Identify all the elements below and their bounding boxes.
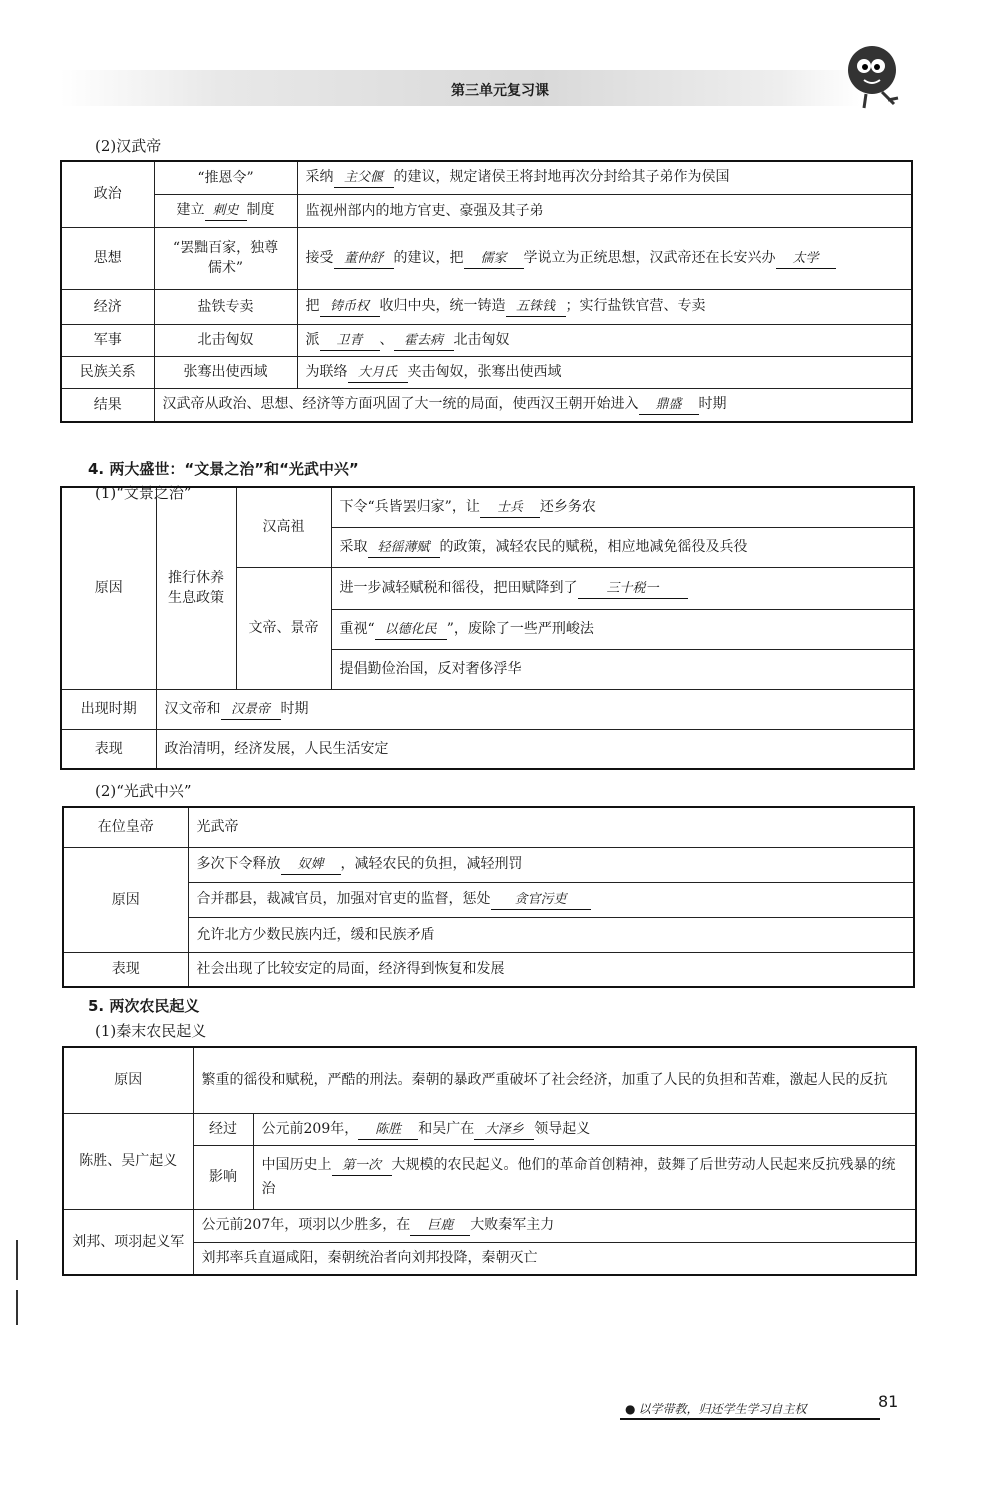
answer-blank: 五铢钱	[506, 298, 566, 317]
jieguo-desc: 汉武帝从政治、思想、经济等方面巩固了大一统的局面，使西汉王朝开始进入 鼎盛 时期	[154, 388, 912, 422]
wenjing-table	[60, 486, 915, 770]
zaiwei-label: 在位皇帝	[63, 807, 188, 847]
footer-rule	[620, 1418, 880, 1420]
answer-blank: 奴婢	[281, 856, 341, 875]
answer-blank: 大月氏	[348, 364, 408, 383]
cishi-policy: 建立 刺史 制度	[154, 194, 297, 227]
answer-blank: 巨鹿	[410, 1217, 470, 1236]
jingji-desc: 把 铸币权 收归中央，统一铸造 五铢钱 ；实行盐铁官营、专卖	[297, 289, 912, 324]
answer-blank: 卫青	[320, 332, 380, 351]
wenjing-biaoxian-desc: 政治清明，经济发展，人民生活安定	[156, 729, 914, 769]
qinmo-table	[62, 1046, 917, 1276]
wenjing-yuanyin-label: 原因	[61, 487, 156, 689]
gaozu-label: 汉高祖	[236, 487, 331, 567]
wenjing-reason-3: 进一步减轻赋税和徭役，把田赋降到了 三十税一	[331, 567, 914, 609]
section5-heading: 5. 两次农民起义	[88, 997, 200, 1015]
answer-blank: 轻徭薄赋	[368, 539, 440, 558]
guangwu-biaoxian-desc: 社会出现了比较安定的局面，经济得到恢复和发展	[188, 952, 914, 987]
minzu-desc: 为联络 大月氏 夹击匈奴，张骞出使西域	[297, 356, 912, 388]
yingxiang-desc: 中国历史上 第一次 大规模的农民起义。他们的革命首创精神，鼓舞了后世劳动人民起来反抗残暴的统治	[253, 1145, 916, 1209]
answer-blank: 陈胜	[358, 1121, 418, 1140]
zhengzhi-label: 政治	[61, 161, 154, 227]
wenjing-heading: (1)“文景之治”	[95, 484, 192, 502]
wudi-table	[60, 160, 913, 423]
answer-blank: 贪官污吏	[491, 891, 591, 910]
cishi-desc: 监视州部内的地方官吏、豪强及其子弟	[297, 194, 912, 227]
yingxiang-label: 影响	[193, 1145, 253, 1209]
jingguo-label: 经过	[193, 1113, 253, 1145]
guangwu-heading: (2)“光武中兴”	[95, 782, 192, 800]
answer-blank: 以德化民	[375, 621, 447, 640]
answer-blank: 主父偃	[334, 169, 394, 188]
guangwu-reason-2: 合并郡县，裁减官员，加强对官吏的监督，惩处 贪官污吏	[188, 882, 914, 917]
footer-motto: ● 以学带教，归还学生学习自主权	[625, 1400, 807, 1417]
answer-blank: 汉景帝	[221, 701, 281, 720]
wenjing-reason-2: 采取 轻徭薄赋 的政策，减轻农民的赋税，相应地减免徭役及兵役	[331, 527, 914, 567]
guangwu-reason-1: 多次下令释放 奴婢 ，减轻农民的负担，减轻刑罚	[188, 847, 914, 882]
sixiang-desc: 接受 董仲舒 的建议，把 儒家 学说立为正统思想，汉武帝还在长安兴办 太学	[297, 227, 912, 289]
wenjing-reason-4: 重视“ 以德化民 ”，废除了一些严刑峻法	[331, 609, 914, 649]
jingji-policy: 盐铁专卖	[154, 289, 297, 324]
wenjing-reason-1: 下令“兵皆罢归家”，让 士兵 还乡务农	[331, 487, 914, 527]
answer-blank: 董仲舒	[334, 250, 394, 269]
shiqi-label: 出现时期	[61, 689, 156, 729]
chensheng-label: 陈胜、吴广起义	[63, 1113, 193, 1209]
section4-heading: 4. 两大盛世：“文景之治”和“光武中兴”	[88, 460, 359, 478]
liuxiang-desc-2: 刘邦率兵直逼咸阳，秦朝统治者向刘邦投降，秦朝灭亡	[193, 1242, 916, 1275]
guangwu-table	[62, 806, 915, 988]
junshi-desc: 派 卫青 、 霍去病 北击匈奴	[297, 324, 912, 356]
guangwu-yuanyin-label: 原因	[63, 847, 188, 952]
shiqi-desc: 汉文帝和 汉景帝 时期	[156, 689, 914, 729]
mascot-icon	[842, 42, 906, 112]
wenjing-biaoxian-label: 表现	[61, 729, 156, 769]
jieguo-label: 结果	[61, 388, 154, 422]
minzu-policy: 张骞出使西域	[154, 356, 297, 388]
answer-blank: 太学	[776, 250, 836, 269]
answer-blank: 大泽乡	[474, 1121, 534, 1140]
page-header-title: 第三单元复习课	[451, 83, 549, 99]
wenjingdi-label: 文帝、景帝	[236, 567, 331, 689]
junshi-policy: 北击匈奴	[154, 324, 297, 356]
jingguo-desc: 公元前209年， 陈胜 和吴广在 大泽乡 领导起义	[253, 1113, 916, 1145]
xiuyang-label: 推行休养生息政策	[156, 487, 236, 689]
answer-blank: 第一次	[332, 1157, 392, 1176]
margin-mark	[16, 1290, 18, 1325]
margin-mark	[16, 1240, 18, 1280]
page-number: 81	[878, 1392, 899, 1411]
junshi-label: 军事	[61, 324, 154, 356]
zaiwei-desc: 光武帝	[188, 807, 914, 847]
tuien-desc: 采纳 主父偃 的建议，规定诸侯王将封地再次分封给其子弟作为侯国	[297, 161, 912, 194]
answer-blank: 刺史	[205, 202, 247, 221]
answer-blank: 铸币权	[320, 298, 380, 317]
liuxiang-desc-1: 公元前207年，项羽以少胜多，在 巨鹿 大败秦军主力	[193, 1209, 916, 1242]
qinmo-yuanyin-label: 原因	[63, 1047, 193, 1113]
guangwu-biaoxian-label: 表现	[63, 952, 188, 987]
minzu-label: 民族关系	[61, 356, 154, 388]
sixiang-policy: “罢黜百家，独尊儒术”	[154, 227, 297, 289]
answer-blank: 士兵	[480, 499, 540, 518]
answer-blank: 儒家	[464, 250, 524, 269]
qinmo-yuanyin-desc: 繁重的徭役和赋税，严酷的刑法。秦朝的暴政严重破坏了社会经济，加重了人民的负担和苦难，激起人民的反抗	[193, 1047, 916, 1113]
tuien-policy: “推恩令”	[154, 161, 297, 194]
guangwu-reason-3: 允许北方少数民族内迁，缓和民族矛盾	[188, 917, 914, 952]
wudi-heading: (2)汉武帝	[95, 137, 162, 155]
answer-blank: 三十税一	[578, 580, 688, 599]
sixiang-label: 思想	[61, 227, 154, 289]
wenjing-reason-5: 提倡勤俭治国，反对奢侈浮华	[331, 649, 914, 689]
qinmo-heading: (1)秦末农民起义	[95, 1022, 207, 1040]
answer-blank: 鼎盛	[639, 396, 699, 415]
answer-blank: 霍去病	[394, 332, 454, 351]
jingji-label: 经济	[61, 289, 154, 324]
liuxiang-label: 刘邦、项羽起义军	[63, 1209, 193, 1275]
